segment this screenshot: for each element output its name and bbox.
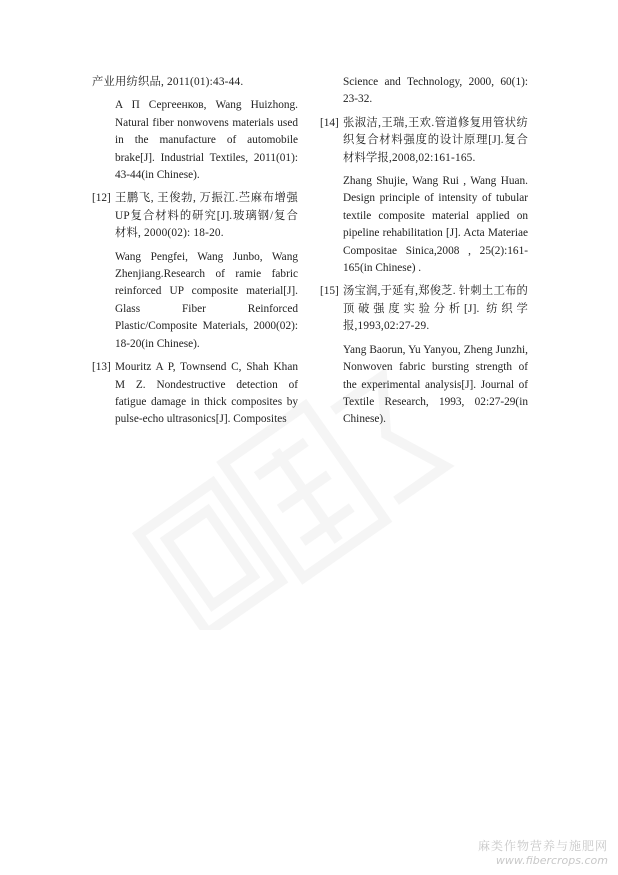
footer-site-name: 麻类作物营养与施肥网 xyxy=(477,839,608,853)
reference-en-text: Yang Baorun, Yu Yanyou, Zheng Junzhi, Nonwoven fabric bursting strength of the experimental analysis[J]. Journal of Textile Research, 1993, 02:27-29(in Chinese). xyxy=(343,343,528,426)
reference-continued-cn: 产业用纺织品, 2011(01):43-44. xyxy=(92,76,244,88)
left-column xyxy=(92,74,298,435)
reference-number: [13] xyxy=(92,361,111,374)
reference-13 xyxy=(92,359,298,429)
reference-cn-text: 汤宝润,于延有,郑俊芝. 针刺土工布的顶破强度实验分析[J]. 纺织学报,1993,02:27-29. xyxy=(343,285,528,333)
reference-14 xyxy=(320,115,528,278)
reference-number: [12] xyxy=(92,192,111,205)
reference-number: [14] xyxy=(320,116,339,129)
reference-en-text: Wang Pengfei, Wang Junbo, Wang Zhenjiang.Research of ramie fabric reinforced UP composite material[J]. Glass Fiber Reinforced Plastic/Composite Materials, 2000(02): 18-20(in Chinese). xyxy=(115,250,298,350)
footer-site-url: www.fibercrops.com xyxy=(495,854,608,867)
reference-cn-text: 张淑洁,王瑞,王欢.管道修复用管状纺织复合材料强度的设计原理[J].复合材料学报,2008,02:161-165. xyxy=(343,116,528,164)
reference-continued-en: Science and Technology, 2000, 60(1): 23-32. xyxy=(343,76,528,106)
reference-12 xyxy=(92,190,298,353)
reference-en-text: Mouritz A P, Townsend C, Shah Khan M Z. Nondestructive detection of fatigue damage in thick composites by pulse-echo ultrasonics[J]. Composites xyxy=(115,361,298,426)
reference-cn-text: 王鹏飞, 王俊勃, 万振江.苎麻布增强UP复合材料的研究[J].玻璃钢/复合材料, 2000(02): 18-20. xyxy=(115,192,298,240)
right-column xyxy=(320,74,528,435)
reference-15 xyxy=(320,283,528,428)
reference-en-text: Zhang Shujie, Wang Rui , Wang Huan. Design principle of intensity of tubular textile composite material applied on pipeline rehabilitation [J]. Acta Materiae Compositae Sinica,2008 , 25(2):161-165(in Chinese) . xyxy=(343,175,528,275)
footer-site-watermark xyxy=(478,837,608,867)
reference-continued-en: A П Сергеенков, Wang Huizhong. Natural fiber nonwovens materials used in the manufacture of automobile brake[J]. Industrial Textiles, 2011(01): 43-44(in Chinese). xyxy=(115,99,298,182)
reference-number: [15] xyxy=(320,285,339,298)
